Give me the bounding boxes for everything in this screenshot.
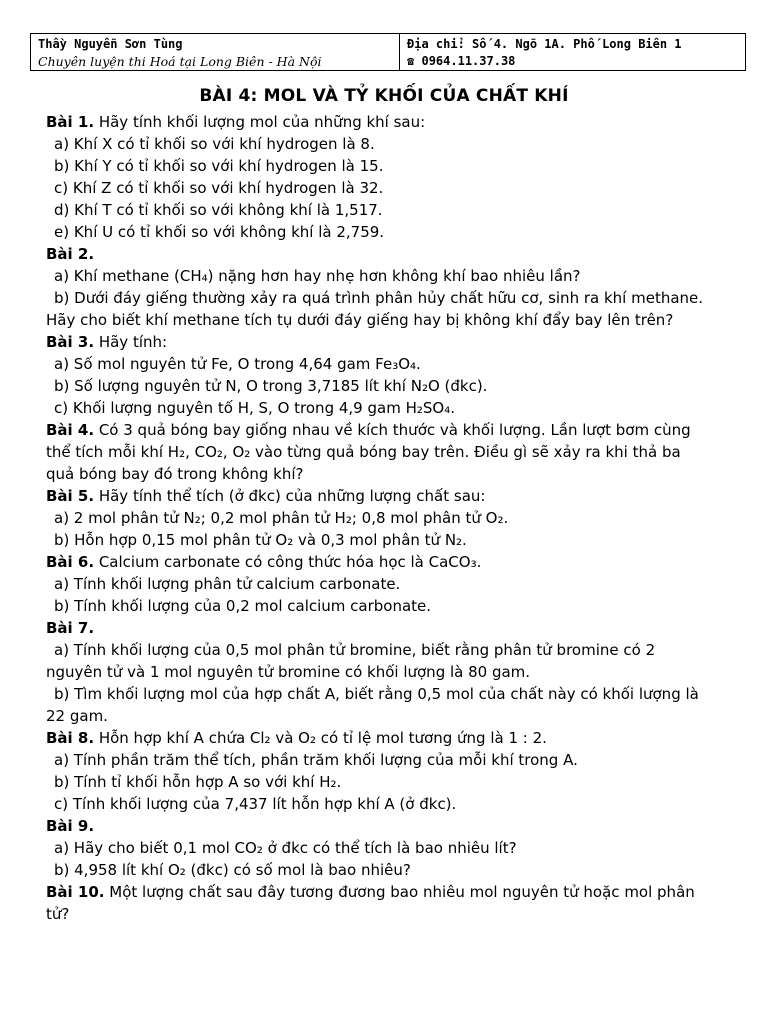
- exercise-10-line-2: tử?: [46, 905, 70, 923]
- exercise-8-heading: [46, 727, 736, 749]
- exercise-1-e: e) Khí U có tỉ khối so với không khí là 2,759.: [54, 223, 385, 241]
- header-right: [400, 34, 745, 70]
- exercise-7-a: a) Tính khối lượng của 0,5 mol phân tử bromine, biết rằng phân tử bromine có 2: [54, 641, 656, 659]
- exercise-5-b: b) Hỗn hợp 0,15 mol phân tử O₂ và 0,3 mol phân tử N₂.: [54, 531, 467, 549]
- exercise-7-label: Bài 7.: [46, 619, 95, 637]
- exercise-7-b: b) Tìm khối lượng mol của hợp chất A, biết rằng 0,5 mol của chất này có khối lượng là: [54, 685, 699, 703]
- exercise-10-label: Bài 10.: [46, 883, 105, 901]
- exercise-9-a: a) Hãy cho biết 0,1 mol CO₂ ở đkc có thể tích là bao nhiêu lít?: [54, 839, 517, 857]
- page-title: BÀI 4: MOL VÀ TỶ KHỐI CỦA CHẤT KHÍ: [199, 86, 569, 106]
- exercise-2-b: b) Dưới đáy giếng thường xảy ra quá trình phân hủy chất hữu cơ, sinh ra khí methane.: [54, 289, 704, 307]
- exercise-2-a: a) Khí methane (CH₄) nặng hơn hay nhẹ hơn không khí bao nhiêu lần?: [54, 267, 581, 285]
- teacher-name: Thầy Nguyễn Sơn Tùng: [38, 37, 183, 51]
- exercise-9-label: Bài 9.: [46, 817, 95, 835]
- exercise-1-heading: [46, 111, 736, 133]
- exercise-4-line-2: thể tích mỗi khí H₂, CO₂, O₂ vào từng quả bóng bay trên. Điều gì sẽ xảy ra khi thả ba: [46, 443, 681, 461]
- exercise-4-text: Có 3 quả bóng bay giống nhau về kích thước và khối lượng. Lần lượt bơm cùng: [94, 421, 691, 439]
- exercise-7-b-cont: 22 gam.: [46, 707, 108, 725]
- exercise-1-c: c) Khí Z có tỉ khối so với khí hydrogen là 32.: [54, 179, 384, 197]
- exercise-1-text: Hãy tính khối lượng mol của những khí sau:: [94, 113, 426, 131]
- exercise-8-c: c) Tính khối lượng của 7,437 lít hỗn hợp khí A (ở đkc).: [54, 795, 457, 813]
- header-left: [31, 34, 400, 70]
- exercise-3-b: b) Số lượng nguyên tử N, O trong 3,7185 lít khí N₂O (đkc).: [54, 377, 488, 395]
- exercise-2-b-cont: Hãy cho biết khí methane tích tụ dưới đáy giếng hay bị không khí đẩy bay lên trên?: [46, 311, 674, 329]
- exercise-1-b: b) Khí Y có tỉ khối so với khí hydrogen là 15.: [54, 157, 384, 175]
- exercise-3-a: a) Số mol nguyên tử Fe, O trong 4,64 gam Fe₃O₄.: [54, 355, 421, 373]
- exercise-3-label: Bài 3.: [46, 333, 95, 351]
- exercise-5-text: Hãy tính thể tích (ở đkc) của những lượng chất sau:: [94, 487, 486, 505]
- exercise-6-b: b) Tính khối lượng của 0,2 mol calcium carbonate.: [54, 597, 432, 615]
- tagline: Chuyên luyện thi Hoá tại Long Biên - Hà Nội: [38, 54, 322, 69]
- header-box: [30, 33, 746, 71]
- exercise-8-b: b) Tính tỉ khối hỗn hợp A so với khí H₂.: [54, 773, 342, 791]
- teacher-line: [38, 36, 392, 53]
- exercise-6-a: a) Tính khối lượng phân tử calcium carbonate.: [54, 575, 401, 593]
- exercise-5-heading: [46, 485, 736, 507]
- exercise-list: [46, 111, 736, 925]
- address: Địa chỉ: Số 4. Ngõ 1A. Phố Long Biên 1: [407, 37, 682, 51]
- exercise-4-heading: [46, 419, 736, 441]
- exercise-6-text: Calcium carbonate có công thức hóa học là CaCO₃.: [94, 553, 482, 571]
- exercise-10-text: Một lượng chất sau đây tương đương bao nhiêu mol nguyên tử hoặc mol phân: [104, 883, 695, 901]
- exercise-8-label: Bài 8.: [46, 729, 95, 747]
- exercise-10-heading: [46, 881, 736, 903]
- exercise-3-c: c) Khối lượng nguyên tố H, S, O trong 4,9 gam H₂SO₄.: [54, 399, 455, 417]
- exercise-3-heading: [46, 331, 736, 353]
- phone-number: 0964.11.37.38: [421, 54, 516, 68]
- exercise-8-text: Hỗn hợp khí A chứa Cl₂ và O₂ có tỉ lệ mol tương ứng là 1 : 2.: [94, 729, 547, 747]
- exercise-2-label: Bài 2.: [46, 245, 95, 263]
- exercise-3-text: Hãy tính:: [94, 333, 168, 351]
- exercise-5-label: Bài 5.: [46, 487, 95, 505]
- exercise-7-a-cont: nguyên tử và 1 mol nguyên tử bromine có khối lượng là 80 gam.: [46, 663, 531, 681]
- phone-icon: ☎: [407, 54, 415, 68]
- exercise-1-a: a) Khí X có tỉ khối so với khí hydrogen là 8.: [54, 135, 375, 153]
- exercise-1-d: d) Khí T có tỉ khối so với không khí là 1,517.: [54, 201, 383, 219]
- exercise-4-label: Bài 4.: [46, 421, 95, 439]
- exercise-9-b: b) 4,958 lít khí O₂ (đkc) có số mol là bao nhiêu?: [54, 861, 411, 879]
- exercise-4-line-3: quả bóng bay đó trong không khí?: [46, 465, 304, 483]
- phone-line: [407, 53, 738, 70]
- exercise-1-label: Bài 1.: [46, 113, 95, 131]
- exercise-5-a: a) 2 mol phân tử N₂; 0,2 mol phân tử H₂; 0,8 mol phân tử O₂.: [54, 509, 509, 527]
- exercise-8-a: a) Tính phần trăm thể tích, phần trăm khối lượng của mỗi khí trong A.: [54, 751, 578, 769]
- exercise-6-heading: [46, 551, 736, 573]
- exercise-6-label: Bài 6.: [46, 553, 95, 571]
